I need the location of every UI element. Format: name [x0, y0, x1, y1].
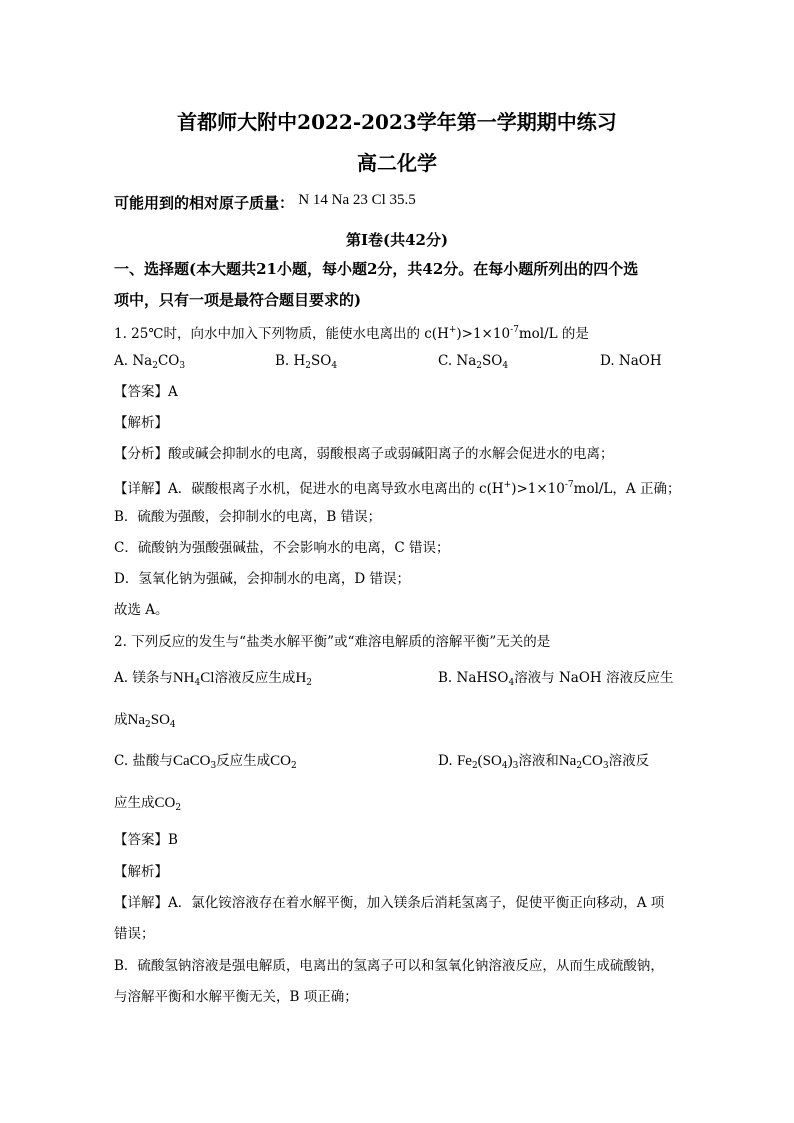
q1-option-d: D. NaOH [600, 353, 662, 369]
section-instructions-line1: 一、选择题(本大题共21小题，每小题2分，共42分。在每小题所列出的四个选 [114, 260, 639, 278]
q1-fenxi: 【分析】酸或碱会抑制水的电离，弱酸根离子或弱碱阳离子的水解会促进水的电离； [114, 446, 614, 462]
section-instructions-line2: 项中，只有一项是最符合题目要求的) [114, 291, 362, 309]
q1-detail-d: D．氢氧化钠为强碱，会抑制水的电离，D 错误； [114, 571, 410, 587]
atomic-mass-label: 可能用到的相对原子质量： [114, 194, 295, 212]
q2-detail-a1: 【详解】A．氯化铵溶液存在着水解平衡，加入镁条后消耗氢离子，促使平衡正向移动，A 项 [114, 895, 665, 911]
q2-option-d-cont: 应生成$CO_2$ [114, 795, 182, 813]
q2-option-a: A. 镁条与$NH_4Cl$溶液反应生成$H_2$ [114, 670, 313, 688]
q2-answer: 【答案】B [114, 832, 178, 848]
q2-analysis-tag: 【解析】 [114, 864, 168, 880]
q2-detail-b1: B．硫酸氢钠溶液是强电解质，电离出的氢离子可以和氢氧化钠溶液反应，从而生成硫酸钠， [114, 958, 664, 974]
atomic-mass-line [114, 190, 416, 214]
part1-heading: 第I卷(共42分) [345, 231, 449, 249]
atomic-mass-values: N 14 Na 23 Cl 35.5 [298, 192, 416, 208]
q2-stem: 2. 下列反应的发生与“盐类水解平衡”或“难溶电解质的溶解平衡”无关的是 [114, 634, 551, 650]
q2-option-d: D. $Fe_2(SO_4)_3$溶液和$Na_2CO_3$溶液反 [438, 753, 650, 771]
q2-option-c: C. 盐酸与CaCO$_3$反应生成$CO_2$ [114, 753, 297, 771]
q2-detail-a2: 错误； [114, 926, 155, 942]
q1-option-c: C. $Na_2SO_4$ [438, 353, 509, 371]
q1-detail-c: C．硫酸钠为强酸强碱盐，不会影响水的电离，C 错误； [114, 540, 450, 556]
document-title: 首都师大附中2022-2023学年第一学期期中练习 [177, 110, 617, 134]
q1-answer: 【答案】A [114, 384, 178, 400]
q1-option-a: A. $Na_2CO_3$ [114, 353, 186, 371]
document-subject: 高二化学 [357, 151, 437, 175]
q2-option-b-cont: 成$Na_2SO_4$ [114, 712, 176, 730]
q1-detail-b: B．硫酸为强酸，会抑制水的电离，B 错误； [114, 509, 382, 525]
q1-analysis-tag: 【解析】 [114, 415, 168, 431]
q2-detail-b2: 与溶解平衡和水解平衡无关，B 项正确； [114, 989, 358, 1005]
q1-option-b: B. $H_2SO_4$ [275, 353, 338, 371]
q1-conclusion: 故选 A。 [114, 602, 169, 618]
q1-detail-a: 【详解】A．碳酸根离子水机，促进水的电离导致水电离出的 $c(H^+)>1\times 10^{-7}mol/L$，A 正确； [114, 480, 681, 497]
q1-stem: 1. 25℃时，向水中加入下列物质，能使水电离出的 $c(H^+)>1\times 10^{-7}mol/L$ 的是 [114, 325, 589, 342]
q2-option-b: B. NaHSO$_4$溶液与 NaOH 溶液反应生 [438, 670, 674, 688]
